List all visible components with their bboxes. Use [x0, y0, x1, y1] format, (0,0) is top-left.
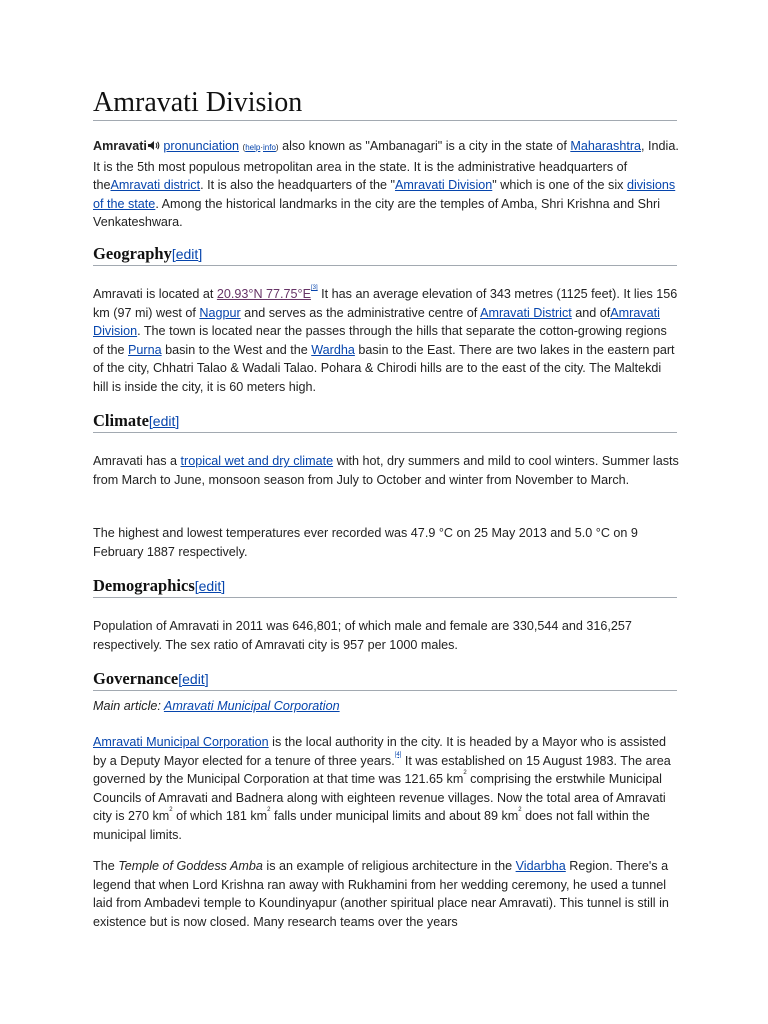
heading-demographics: Demographics[edit] [93, 575, 677, 598]
geo-text-7: basin to the East. There are two lakes in the eastern part of the city, Chhatri Talao & Wadali Talao. Pohara & Chirodi hills are to the east of the city. The Maltekdi hill is inside the city, it is 60 meters high. [93, 342, 675, 394]
ref-3[interactable]: [3] [311, 285, 318, 291]
page-title: Amravati Division [93, 86, 677, 121]
tropical-climate-link[interactable]: tropical wet and dry climate [180, 454, 334, 468]
climate-paragraph-2: The highest and lowest temperatures ever recorded was 47.9 °C on 25 May 2013 and 5.0 °C on 9 February 1887 respectively. [93, 526, 638, 559]
intro-text-5: . Among the historical landmarks in the city are the temples of Amba, Shri Krishna and Shri Venkateshwara. [93, 196, 661, 230]
heading-geography: Geography[edit] [93, 243, 677, 266]
edit-link-climate[interactable]: edit [152, 413, 176, 429]
geo-text-2: It has an average elevation of 343 metres (1125 feet). It lies 156 km (97 mi) west of [93, 287, 678, 320]
purna-link[interactable]: Purna [128, 342, 162, 357]
amravati-district-link[interactable]: Amravati district [110, 178, 201, 193]
edit-link-geography[interactable]: edit [175, 246, 199, 262]
intro-text-2: , India. It is the 5th most populous metropolitan area in the state. It is the administrative headquarters of the [93, 139, 679, 193]
nagpur-link[interactable]: Nagpur [199, 305, 241, 320]
edit-link-demographics[interactable]: edit [198, 578, 222, 594]
temple-name: Temple of Goddess Amba [118, 859, 263, 873]
coordinates-link[interactable]: 20.93°N 77.75°E [216, 287, 311, 301]
geo-text-4: and of [571, 305, 611, 320]
wardha-link[interactable]: Wardha [311, 342, 355, 357]
governance-paragraph-1: Amravati Municipal Corporation is the local authority in the city. It is headed by a Mayor who is assisted by a Deputy Mayor elected for a tenure of three years.[4] It was established on 15 August 1983. The area governed by the Municipal Corporation at that time was 121.65 $km^2$ comprising the erstwhile Municipal Councils of Amravati and Badnera along with eighteen revenue villages. Now the total area of Amravati city is 270 $km^2$ of which 181 $km^2$ falls under municipal limits and about 89 $km^2$ does not fall within the municipal limits. [93, 735, 671, 842]
speaker-icon[interactable] [147, 140, 160, 151]
intro-term: Amravati [93, 139, 147, 153]
divisions-link[interactable]: divisions of the state [93, 178, 676, 211]
geo-text-1: Amravati is located at [93, 287, 217, 301]
info-link[interactable]: info [263, 143, 276, 152]
amravati-district-link-2[interactable]: Amravati District [480, 305, 572, 320]
geography-paragraph [93, 285, 679, 397]
geo-text-3: and serves as the administrative centre of [240, 305, 481, 320]
intro-text-1: also known as "Ambanagari" is a city in the state of [278, 139, 571, 153]
geo-text-6: basin to the West and the [161, 342, 312, 357]
heading-governance: Governance[edit] [93, 668, 677, 691]
demographics-paragraph: Population of Amravati in 2011 was 646,801; of which male and female are 330,544 and 316,257 respectively. The sex ratio of Amravati city is 957 per 1000 males. [93, 619, 632, 652]
edit-link-governance[interactable]: edit [182, 671, 205, 687]
ref-4[interactable]: [4] [394, 751, 402, 758]
amravati-division-link[interactable]: Amravati Division [394, 178, 493, 193]
main-article-link[interactable]: Amravati Municipal Corporation [163, 699, 340, 713]
municipal-corporation-link[interactable]: Amravati Municipal Corporation [93, 735, 269, 749]
intro-paragraph: Amravati pronunciation (help·info) also known as "Ambanagari" is a city in the state of Maharashtra, India. It is the 5th most populous metropolitan area in the state. It is the administrative headquarters of theAmravati district. It is also the headquarters of the "Amravati Division" which is one of the six divisions of the state. Among the historical landmarks in the city are the temples of Amba, Shri Krishna and Shri Venkateshwara. [93, 139, 679, 230]
intro-text-3: . It is also the headquarters of the " [200, 178, 395, 193]
climate-paragraph-1: Amravati has a tropical wet and dry climate with hot, dry summers and mild to cool winters. Summer lasts from March to June, monsoon season from July to October and winter from November to March. [93, 454, 679, 487]
help-link[interactable]: help [245, 143, 261, 152]
heading-climate: Climate[edit] [93, 410, 677, 433]
maharashtra-link[interactable]: Maharashtra [570, 139, 642, 153]
pronunciation-link[interactable]: pronunciation [163, 139, 240, 153]
amravati-division-link-2[interactable]: Amravati Division [93, 305, 660, 339]
main-article-note: Main article: Amravati Municipal Corporation [93, 699, 340, 713]
vidarbha-link[interactable]: Vidarbha [515, 859, 566, 873]
geo-text-5: . The town is located near the passes through the hills that separate the cotton-growing regions of the [93, 324, 667, 357]
governance-paragraph-2: The Temple of Goddess Amba is an example of religious architecture in the Vidarbha Region. There's a legend that when Lord Krishna ran away with Rukhamini from her wedding ceremony, he used a tunnel laid from Ambadevi temple to Koundinyapur (another spiritual place near Amravati). This tunnel is still in existence but is now closed. Many research teams over the years [93, 859, 669, 929]
intro-text-4: " which is one of the six [492, 178, 627, 193]
